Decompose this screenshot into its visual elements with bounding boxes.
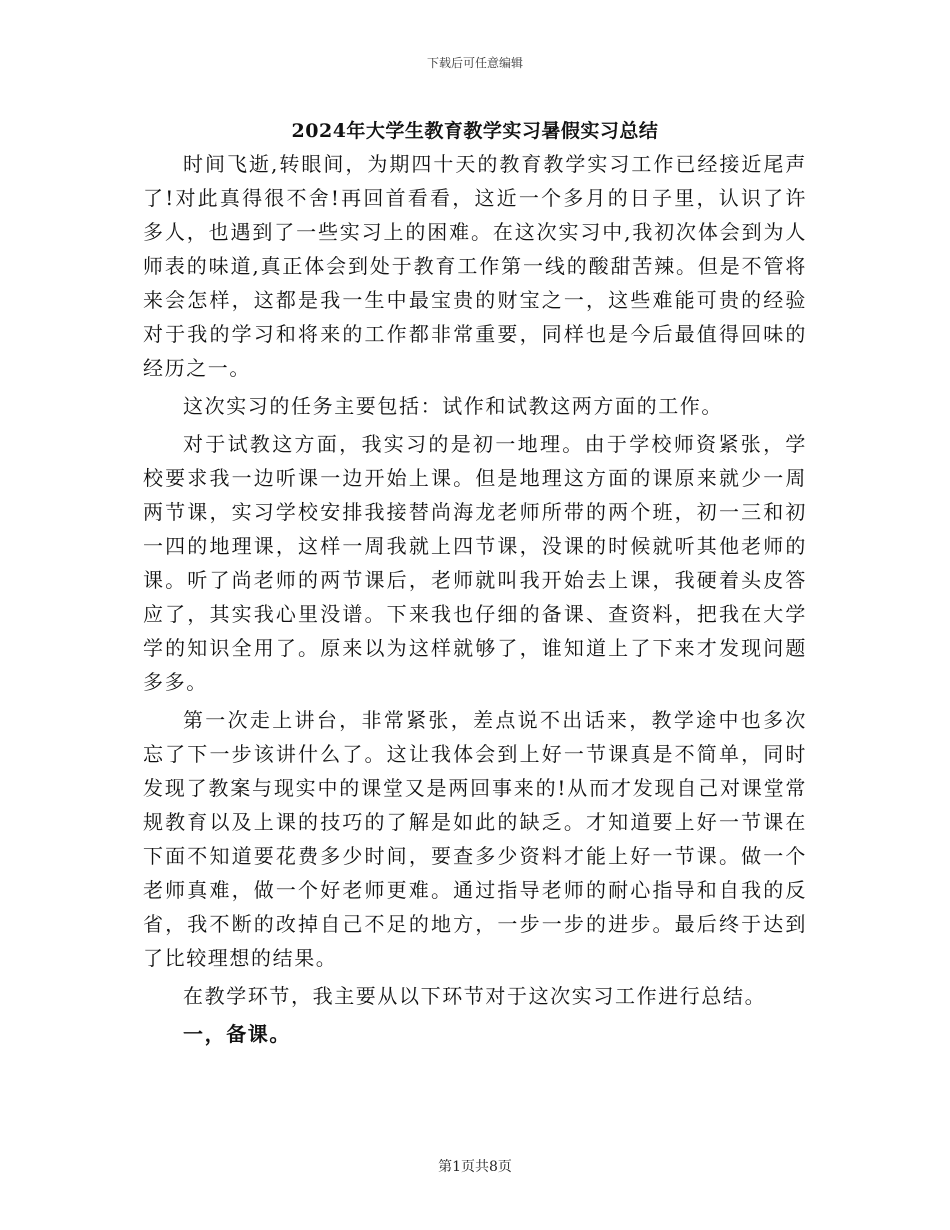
- paragraph: 时间飞逝,转眼间，为期四十天的教育教学实习工作已经接近尾声了!对此真得很不舍!再回首看看，这近一个多月的日子里，认识了许多人，也遇到了一些实习上的困难。在这次实习中,我初次体会到为人师表的味道,真正体会到处于教育工作第一线的酸甜苦辣。但是不管将来会怎样，这都是我一生中最宝贵的财宝之一，这些难能可贵的经验对于我的学习和将来的工作都非常重要，同样也是今后最值得回味的经历之一。: [143, 152, 807, 380]
- section-heading: 一，备课。: [183, 1022, 291, 1046]
- paragraph: 在教学环节，我主要从以下环节对于这次实习工作进行总结。: [183, 984, 767, 1008]
- paragraph: 对于试教这方面，我实习的是初一地理。由于学校师资紧张，学校要求我一边听课一边开始上课。但是地理这方面的课原来就少一周两节课，实习学校安排我接替尚海龙老师所带的两个班，初一三和初一四的地理课，这样一周我就上四节课，没课的时候就听其他老师的课。听了尚老师的两节课后，老师就叫我开始去上课，我硬着头皮答应了，其实我心里没谱。下来我也仔细的备课、查资料，把我在大学学的知识全用了。原来以为这样就够了，谁知道上了下来才发现问题多多。: [143, 432, 807, 694]
- paragraph: 第一次走上讲台，非常紧张，差点说不出话来，教学途中也多次忘了下一步该讲什么了。这让我体会到上好一节课真是不简单，同时发现了教案与现实中的课堂又是两回事来的!从而才发现自己对课堂常规教育以及上课的技巧的了解是如此的缺乏。才知道要上好一节课在下面不知道要花费多少时间，要查多少资料才能上好一节课。做一个老师真难，做一个好老师更难。通过指导老师的耐心指导和自我的反省，我不断的改掉自己不足的地方，一步一步的进步。最后终于达到了比较理想的结果。: [143, 708, 807, 970]
- header-note: 下载后可任意编辑: [426, 56, 523, 70]
- document-title: 2024年大学生教育教学实习暑假实习总结: [291, 120, 659, 142]
- document-body: [143, 147, 807, 1055]
- page-number: 第1页共8页: [438, 1159, 512, 1175]
- paragraph: 这次实习的任务主要包括：试作和试教这两方面的工作。: [183, 394, 723, 418]
